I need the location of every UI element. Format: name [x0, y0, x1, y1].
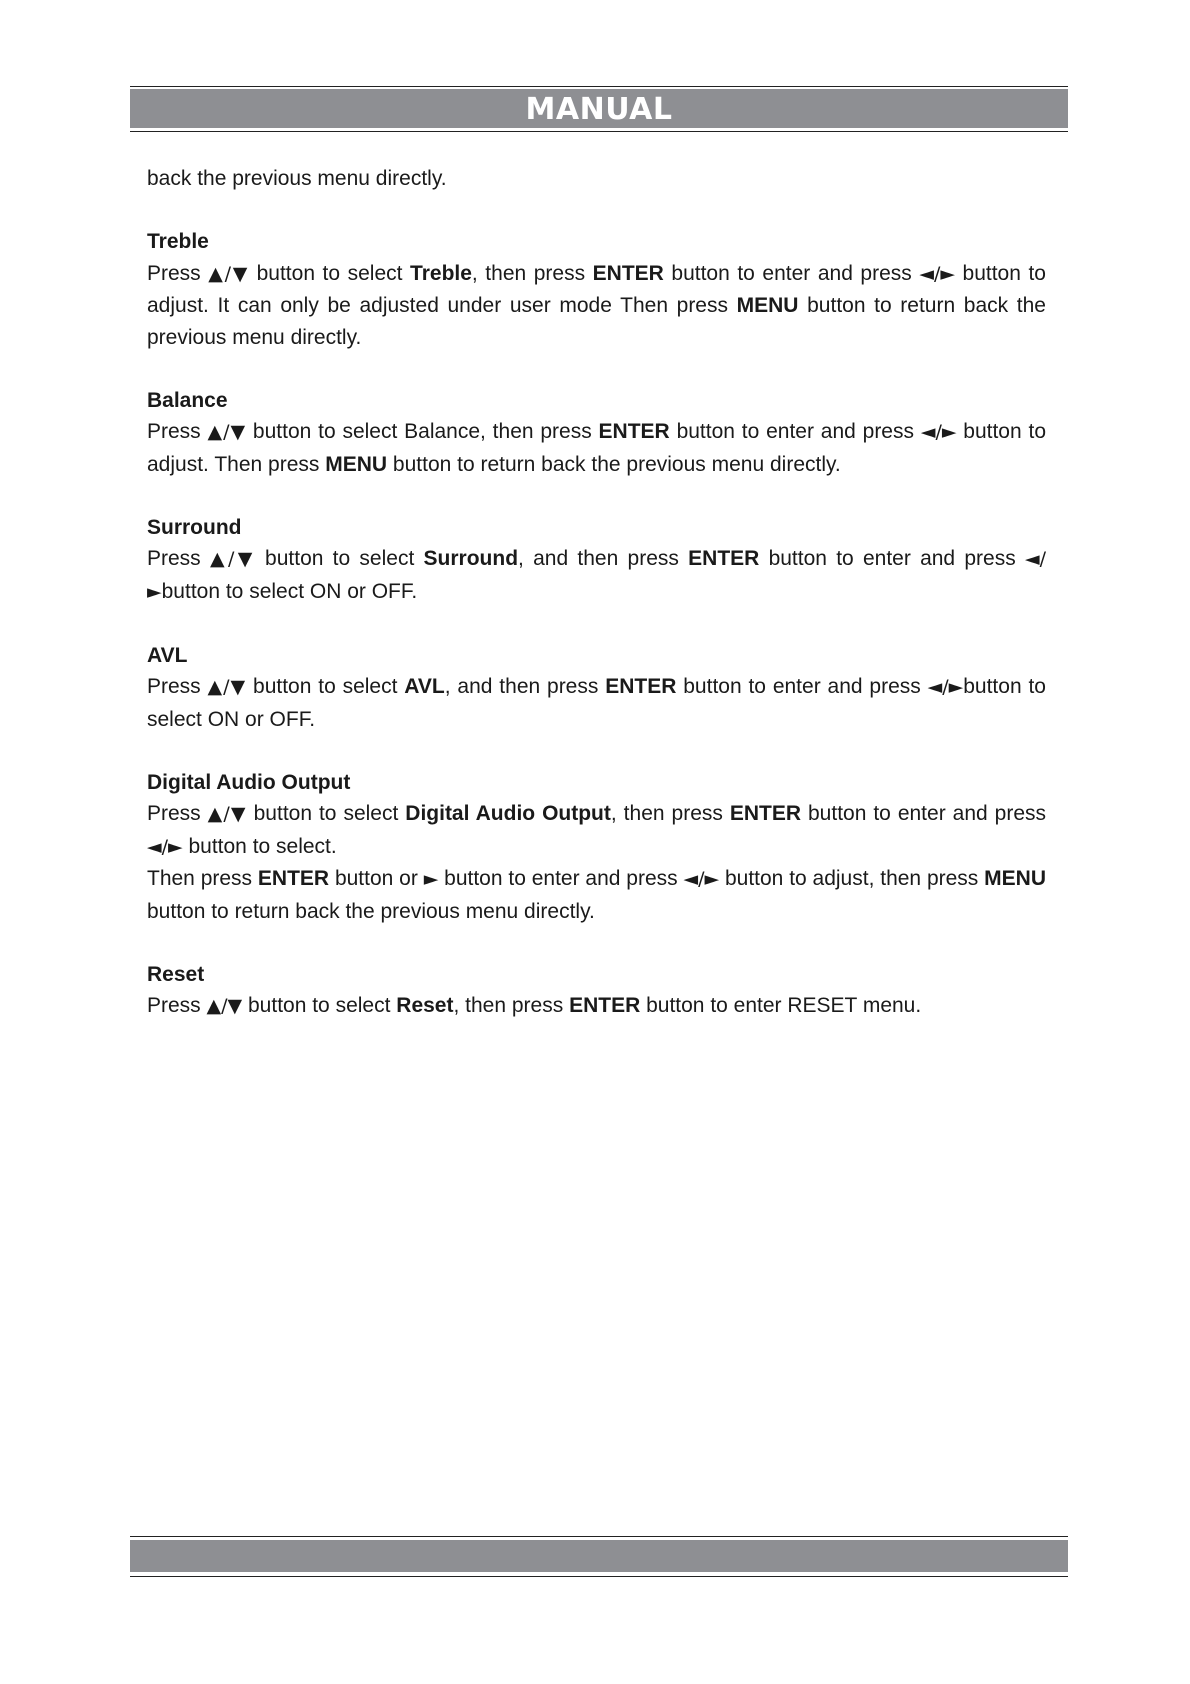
section-reset	[147, 959, 1046, 1023]
footer-top-rule	[130, 1536, 1068, 1537]
section-heading: AVL	[147, 643, 188, 667]
section-heading: Reset	[147, 962, 205, 986]
left-right-arrows-icon: ◄/►	[147, 548, 1046, 603]
up-down-arrows-icon: ▲/▼	[207, 421, 247, 443]
section-heading: Balance	[147, 388, 228, 412]
section-text: Then press ENTER button or ► button to enter and press ◄/► button to adjust, then press MENU button to return back the previous menu directly.	[147, 867, 1046, 923]
up-down-arrows-icon: ▲/▼	[207, 803, 247, 825]
manual-content	[147, 163, 1046, 1023]
section-text: Press ▲/▼ button to select Digital Audio Output, then press ENTER button to enter and press ◄/► button to select.	[147, 802, 1046, 858]
section-heading: Digital Audio Output	[147, 770, 351, 794]
header-top-rule	[130, 86, 1068, 87]
left-right-arrows-icon: ◄/►	[147, 835, 183, 858]
section-treble	[147, 226, 1046, 353]
section-balance	[147, 385, 1046, 481]
section-digital-audio-output	[147, 767, 1046, 928]
section-surround	[147, 512, 1046, 609]
page-title: MANUAL	[525, 92, 673, 127]
up-down-arrows-icon: ▲/▼	[208, 262, 250, 285]
section-text: Press ▲/▼ button to select AVL, and then press ENTER button to enter and press ◄/►button to select ON or OFF.	[147, 675, 1046, 731]
header-bottom-rule	[130, 131, 1068, 132]
left-right-arrows-icon: ◄/►	[927, 676, 964, 698]
section-text: Press ▲/▼ button to select Balance, then press ENTER button to enter and press ◄/► button to adjust. Then press MENU button to return back the previous menu directly.	[147, 420, 1046, 476]
section-text: Press ▲/▼ button to select Reset, then press ENTER button to enter RESET menu.	[147, 994, 922, 1017]
left-right-arrows-icon: ◄/►	[683, 868, 720, 890]
section-text: Press ▲/▼ button to select Treble, then press ENTER button to enter and press ◄/► button to adjust. It can only be adjusted under user mode Then press MENU button to return back the previous menu directly.	[147, 261, 1046, 349]
up-down-arrows-icon: ▲/▼	[207, 676, 247, 698]
left-right-arrows-icon: ◄/►	[920, 421, 957, 443]
section-heading: Surround	[147, 515, 242, 539]
section-text: Press ▲/▼ button to select Surround, and then press ENTER button to enter and press ◄/►button to select ON or OFF.	[147, 547, 1046, 603]
footer-bottom-rule	[130, 1576, 1068, 1577]
right-arrow-icon: ►	[423, 868, 439, 890]
up-down-arrows-icon: ▲/▼	[209, 548, 256, 570]
left-right-arrows-icon: ◄/►	[919, 262, 955, 285]
up-down-arrows-icon: ▲/▼	[206, 995, 243, 1017]
section-avl	[147, 640, 1046, 736]
section-heading: Treble	[147, 230, 209, 253]
intro-continuation: back the previous menu directly.	[147, 167, 447, 190]
footer-bar	[130, 1540, 1068, 1572]
